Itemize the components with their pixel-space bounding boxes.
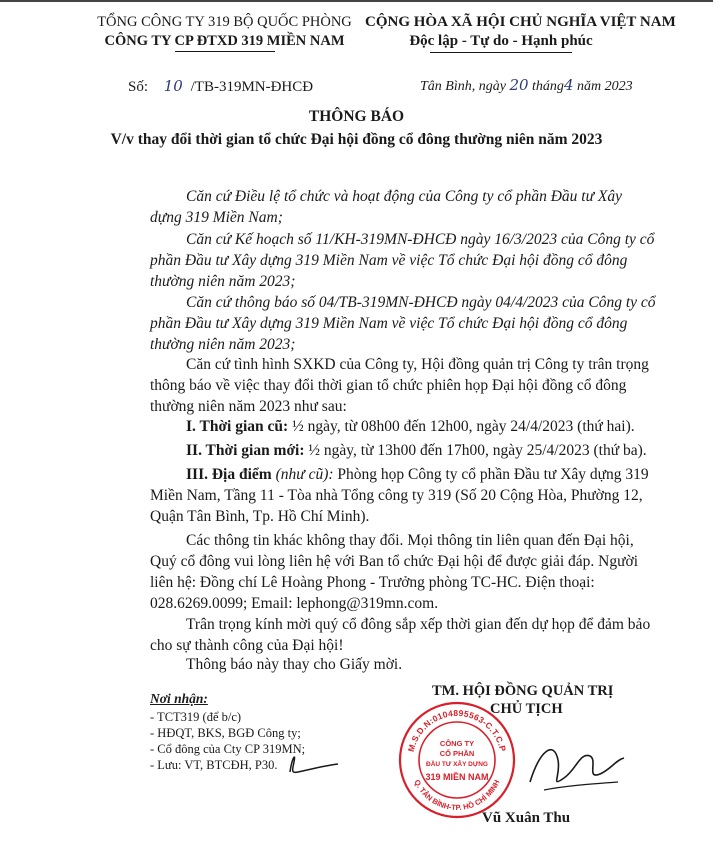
date-month: 4 bbox=[563, 76, 574, 94]
other-info-paragraph: Các thông tin khác không thay đổi. Mọi thông tin liên quan đến Đại hội, Quý cổ đông vui lòng liên hệ với Ban tổ chức Đại hội để được giải đáp. Người liên hệ: Đồng chí Lê Hoàng Phong - Trưởng phòng TC-HC. Điện thoại: 028.6269.0099; Email: lephong@319mn.com. bbox=[150, 532, 639, 612]
handwritten-signature bbox=[520, 730, 630, 800]
reference-label: Số: bbox=[128, 79, 149, 95]
recipient-item: - Lưu: VT, BTCĐH, P30. bbox=[150, 758, 278, 772]
replacement-note: Thông báo này thay cho Giấy mời. bbox=[186, 656, 403, 673]
item-place-text: Phòng họp Công ty cổ phần Đầu tư Xây dựng 319 Miền Nam, Tầng 11 - Tòa nhà Tổng công ty 319 (Số 20 Cộng Hòa, Phường 12, Quận Tân Bình, Tp. Hồ Chí Minh). bbox=[150, 466, 649, 525]
svg-text:319 MIỀN NAM: 319 MIỀN NAM bbox=[425, 772, 489, 782]
initials-mark bbox=[282, 748, 342, 778]
item-old-label: I. Thời gian cũ: bbox=[186, 418, 289, 435]
item-new-time bbox=[150, 440, 656, 461]
date-month-label: tháng bbox=[532, 79, 564, 94]
document-subtitle: V/v thay đổi thời gian tổ chức Đại hội đồng cổ đông thường niên năm 2023 bbox=[110, 131, 603, 148]
basis-3: Căn cứ thông báo số 04/TB-319MN-ĐHCĐ ngày 04/4/2023 của Công ty cổ phần Đầu tư Xây dựng 319 Miền Nam về việc Tổ chức Đại hội đồng cổ đông thường niên năm 2023; bbox=[150, 294, 656, 353]
signer-name: Vũ Xuân Thu bbox=[482, 810, 571, 826]
reference-code: /TB-319MN-ĐHCĐ bbox=[190, 79, 314, 95]
item-place-label: III. Địa điểm bbox=[186, 466, 272, 483]
item-new-text: ½ ngày, từ 13h00 đến 17h00, ngày 25/4/2023 (thứ ba). bbox=[304, 442, 647, 459]
reference-handwritten-number: 10 bbox=[163, 77, 183, 95]
company-stamp bbox=[397, 700, 517, 820]
svg-text:M.S.D.N:0104895563-C.T.C.P: M.S.D.N:0104895563-C.T.C.P bbox=[405, 707, 509, 753]
signature-on-behalf: TM. HỘI ĐỒNG QUẢN TRỊ bbox=[432, 683, 614, 699]
basis-1: Căn cứ Điều lệ tổ chức và hoạt động của Công ty cổ phần Đầu tư Xây dựng 319 Miền Nam; bbox=[150, 188, 623, 226]
basis-2: Căn cứ Kế hoạch số 11/KH-319MN-ĐHCĐ ngày 16/3/2023 của Công ty cổ phần Đầu tư Xây dựng 319 Miền Nam về việc Tổ chức Đại hội đồng cổ đông thường niên năm 2023; bbox=[150, 231, 655, 290]
country-name: CỘNG HÒA XÃ HỘI CHỦ NGHĨA VIỆT NAM bbox=[365, 14, 676, 30]
svg-text:Q. TÂN BÌNH-TP. HỒ CHÍ MINH: Q. TÂN BÌNH-TP. HỒ CHÍ MINH bbox=[412, 778, 502, 813]
national-motto: Độc lập - Tự do - Hạnh phúc bbox=[409, 33, 593, 49]
intro-paragraph: Căn cứ tình hình SXKD của Công ty, Hội đồng quản trị Công ty trân trọng thông báo về việc thay đổi thời gian tổ chức phiên họp Đại hội đồng cổ đông thường niên năm 2023 như sau: bbox=[150, 356, 649, 415]
recipients-title: Nơi nhận: bbox=[150, 691, 208, 706]
motto-underline bbox=[430, 52, 572, 53]
document-date bbox=[420, 76, 633, 95]
item-new-label: II. Thời gian mới: bbox=[186, 442, 305, 459]
item-old-text: ½ ngày, từ 08h00 đến 12h00, ngày 24/4/2023 (thứ hai). bbox=[288, 418, 635, 435]
recipient-item: - HĐQT, BKS, BGĐ Công ty; bbox=[150, 726, 301, 740]
recipient-item: - Cổ đông của Cty CP 319MN; bbox=[150, 742, 306, 756]
svg-text:CÔNG TY: CÔNG TY bbox=[439, 739, 475, 748]
signature-position: CHỦ TỊCH bbox=[490, 701, 563, 717]
item-old-time bbox=[150, 416, 656, 437]
svg-text:CỔ PHẦN: CỔ PHẦN bbox=[439, 749, 475, 758]
recipient-item: - TCT319 (để b/c) bbox=[150, 710, 242, 724]
date-year: năm 2023 bbox=[576, 79, 633, 94]
date-day: 20 bbox=[509, 76, 529, 94]
org-parent: TỔNG CÔNG TY 319 BỘ QUỐC PHÒNG bbox=[97, 14, 352, 30]
org-name: CÔNG TY CP ĐTXD 319 MIỀN NAM bbox=[104, 33, 345, 49]
item-place-note: (như cũ): bbox=[271, 466, 334, 483]
item-place bbox=[150, 464, 656, 527]
document-title: THÔNG BÁO bbox=[308, 108, 405, 125]
date-place-prefix: Tân Bình, ngày bbox=[420, 79, 506, 94]
org-underline bbox=[175, 51, 275, 52]
svg-text:ĐẦU TƯ XÂY DỰNG: ĐẦU TƯ XÂY DỰNG bbox=[426, 761, 488, 768]
invitation-paragraph: Trân trọng kính mời quý cổ đông sắp xếp thời gian đến dự họp để đảm bảo cho sự thành công của Đại hội! bbox=[150, 616, 651, 654]
reference-number bbox=[128, 77, 313, 96]
